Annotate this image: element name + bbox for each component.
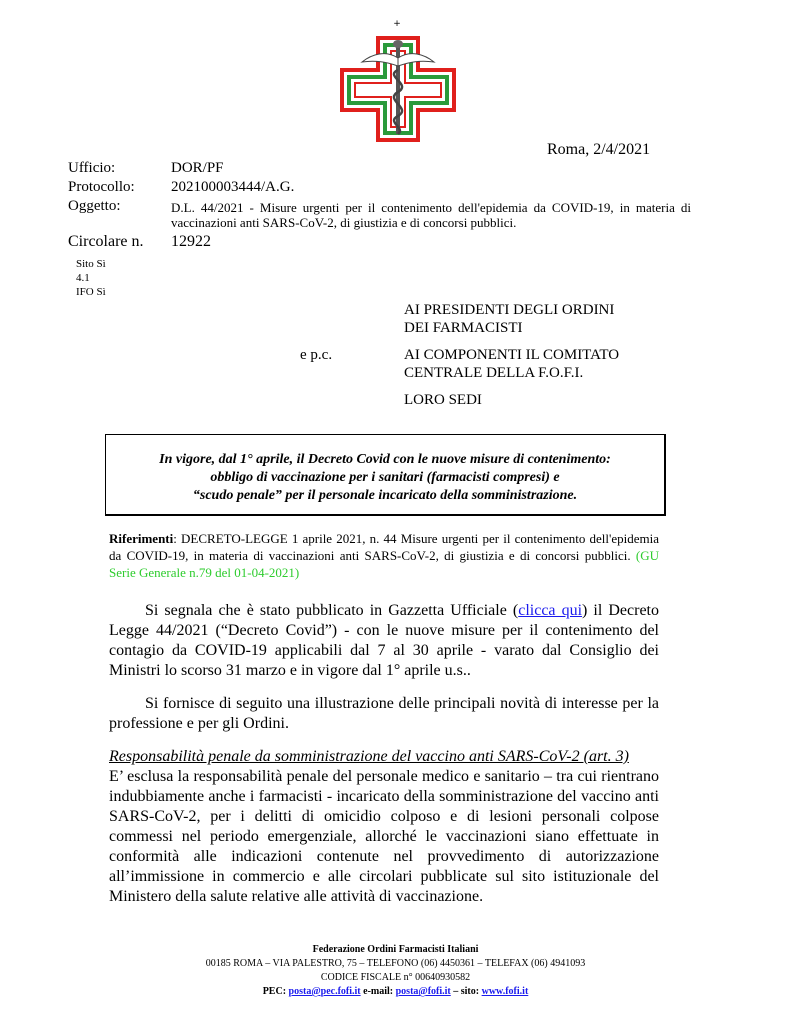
footer-contacts — [0, 985, 791, 999]
gu-reference: (GU Serie Generale n.79 del 01-04-2021) — [109, 548, 659, 580]
highlight-line: “scudo penale” per il personale incaricato della somministrazione. — [192, 488, 578, 503]
meta-line: IFO Sì — [76, 286, 106, 298]
pec-link[interactable]: posta@pec.fofi.it — [288, 986, 361, 997]
fofi-logo-icon — [336, 14, 460, 142]
recipient-line: LORO SEDI — [404, 392, 482, 408]
meta-line: 4.1 — [76, 272, 90, 284]
section-title: Responsabilità penale da somministrazione del vaccino anti SARS-CoV-2 (art. 3) — [109, 748, 629, 765]
body-paragraph-3: E’ esclusa la responsabilità penale del personale medico e sanitario – tra cui rientrano indubbiamente anche i farmacisti - incaricato della somministrazione del vaccino anti SARS-CoV-2, per i delitti di omicidio colposo e di lesioni personali colpose commessi nel periodo emergenziale, allorché le vaccinazioni siano effettuate in conformità alle indicazioni contenute nel provvedimento di autorizzazione all’immissione in commercio e alle circolari pubblicate sul sito istituzionale del Ministero della salute relative alle attività di vaccinazione. — [109, 768, 659, 905]
footer — [0, 943, 791, 999]
protocollo-label: Protocollo: — [68, 179, 135, 195]
oggetto-label: Oggetto: — [68, 198, 121, 214]
document-date: Roma, 2/4/2021 — [547, 141, 651, 158]
footer-org: Federazione Ordini Farmacisti Italiani — [312, 944, 479, 955]
email-link[interactable]: posta@fofi.it — [395, 986, 451, 997]
circolare-label: Circolare n. — [68, 233, 144, 250]
paragraph-text: ) il Decreto Legge 44/2021 (“Decreto Covid”) - con le nuove misure per il contenimento del contagio da COVID-19 applicabili dal 7 al 30 aprile - varato dal Consiglio dei Ministri lo scorso 31 marzo e in vigore dal 1° aprile u.s.. — [109, 602, 660, 679]
svg-text:+: + — [393, 19, 401, 29]
section-block — [109, 747, 659, 907]
meta-line: Sito Sì — [76, 258, 106, 270]
clicca-qui-link[interactable]: clicca qui — [518, 602, 583, 619]
highlight-box — [105, 434, 666, 516]
recipient-line: AI COMPONENTI IL COMITATO — [404, 347, 620, 363]
highlight-line: obbligo di vaccinazione per i sanitari (farmacisti compresi) e — [210, 470, 560, 485]
recipient-line: AI PRESIDENTI DEGLI ORDINI — [404, 302, 615, 318]
site-link[interactable]: www.fofi.it — [481, 986, 529, 997]
ufficio-label: Ufficio: — [68, 160, 116, 176]
footer-address: 00185 ROMA – VIA PALESTRO, 75 – TELEFONO (06) 4450361 – TELEFAX (06) 4941093 — [205, 958, 586, 969]
footer-cf: CODICE FISCALE n° 00640930582 — [320, 972, 471, 983]
recipient-line: DEI FARMACISTI — [404, 320, 523, 336]
site-label: – sito: — [450, 986, 482, 997]
epc-label: e p.c. — [300, 347, 333, 363]
paragraph-text: Si segnala che è stato pubblicato in Gazzetta Ufficiale ( — [145, 602, 519, 619]
highlight-line: In vigore, dal 1° aprile, il Decreto Covid con le nuove misure di contenimento: — [159, 452, 611, 467]
email-label: e-mail: — [360, 986, 396, 997]
recipient-line: CENTRALE DELLA F.O.F.I. — [404, 365, 584, 381]
body-paragraph-1 — [109, 601, 659, 681]
riferimenti-label: Riferimenti — [109, 531, 174, 546]
riferimenti-paragraph — [109, 530, 659, 581]
circolare-value: 12922 — [171, 233, 211, 250]
ufficio-value: DOR/PF — [171, 160, 224, 176]
pec-label: PEC: — [262, 986, 289, 997]
protocollo-value: 202100003444/A.G. — [171, 179, 295, 195]
oggetto-value: D.L. 44/2021 - Misure urgenti per il contenimento dell'epidemia da COVID-19, in materia di vaccinazioni anti SARS-CoV-2, di giustizia e di concorsi pubblici. — [171, 200, 691, 230]
body-paragraph-2: Si fornisce di seguito una illustrazione delle principali novità di interesse per la professione e per gli Ordini. — [109, 695, 659, 732]
riferimenti-text: : DECRETO-LEGGE 1 aprile 2021, n. 44 Misure urgenti per il contenimento dell'epidemia da COVID-19, in materia di vaccinazioni anti SARS-CoV-2, di giustizia e di concorsi pubblici. — [109, 531, 659, 563]
